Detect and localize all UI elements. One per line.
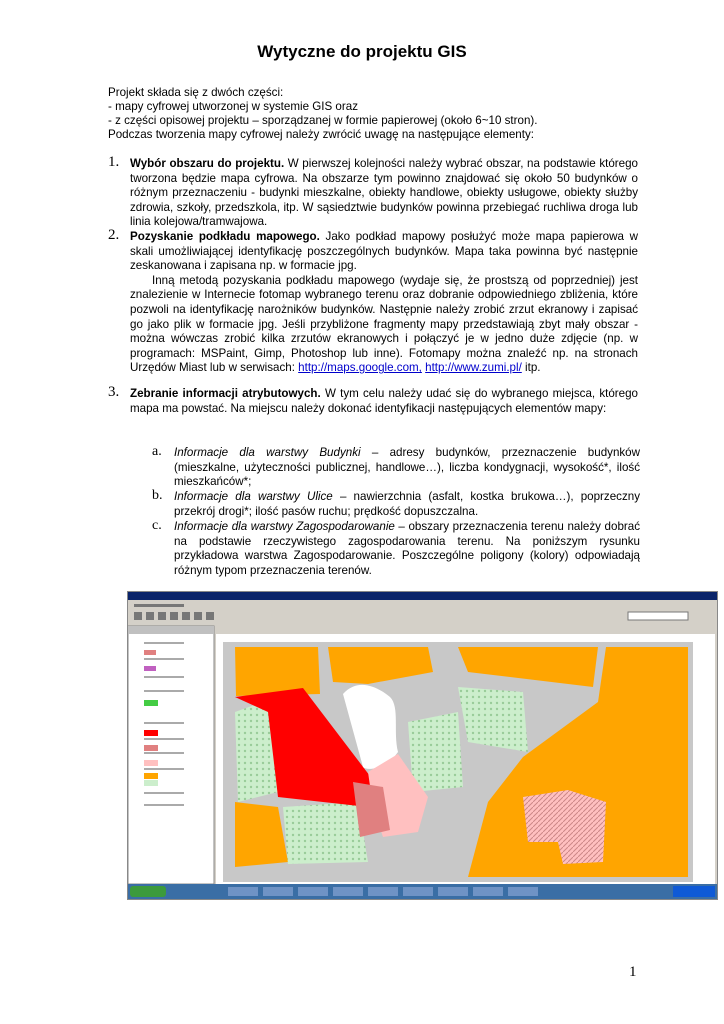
link-zumi[interactable]: http://www.zumi.pl/ bbox=[425, 361, 522, 375]
window-title-bar bbox=[128, 592, 717, 600]
sub-letter: a. bbox=[152, 444, 162, 459]
item-text: Jako podkład mapowy posłużyć może mapa papierowa w skali umożliwiającej identyfikację poszczególnych budynków. Mapa taka powinna być następnie zeskanowana i zapisana np. w formacie jpg. bbox=[130, 230, 638, 273]
layer-panel bbox=[128, 626, 214, 884]
intro-paragraph bbox=[108, 86, 648, 142]
item-heading: Pozyskanie podkładu mapowego. bbox=[130, 230, 320, 243]
intro-line: - z części opisowej projektu – sporządzanej w formie papierowej (około 6~10 stron). bbox=[108, 114, 538, 127]
item-text: W pierwszej kolejności należy wybrać obszar, na podstawie którego tworzona będzie mapa cyfrowa. Na obszarze tym powinno znajdować się około 50 budynków o różnym przeznaczeniu - budynki mieszkalne, obiekty handlowe, obiekty usługowe, obiekty służby zdrowia, szkoły, przedszkola, itp. W sąsiedztwie budynków powinna przebiegać ruchliwa droga lub linia kolejowa/tramwajowa. bbox=[130, 157, 638, 229]
list-number: 3. bbox=[108, 384, 120, 400]
intro-line: - mapy cyfrowej utworzonej w systemie GIS oraz bbox=[108, 100, 358, 113]
sub-item-a: a. Informacje dla warstwy Budynki – adresy budynków, przeznaczenie budynków (mieszkalne, użyteczności publicznej, handlowe…), liczba kondygnacji, wysokość*, ilość mieszkańców*; bbox=[152, 444, 641, 489]
start-button bbox=[130, 886, 166, 897]
gis-map-figure bbox=[128, 592, 717, 899]
sub-letter: c. bbox=[152, 518, 162, 533]
page-number: 1 bbox=[629, 964, 637, 980]
item-heading: Wybór obszaru do projektu. bbox=[130, 157, 285, 170]
intro-line: Podczas tworzenia mapy cyfrowej należy zwrócić uwagę na następujące elementy: bbox=[108, 128, 534, 141]
item-heading: Zebranie informacji atrybutowych. bbox=[130, 387, 321, 400]
document-title: Wytyczne do projektu GIS bbox=[257, 42, 467, 61]
list-item-1 bbox=[108, 154, 638, 230]
list-number: 2. bbox=[108, 227, 120, 243]
item-paragraph: Inną metodą pozyskania podkładu mapowego (wydaje się, że prostszą od poprzedniej) jest znalezienie w Internecie fotomap wybranego terenu oraz dobranie odpowiedniego zbliżenia, które pozwoli na identyfikację narożników budynków. Następnie należy zrobić zrzut ekranowy i zapisać go jako plik w formacie jpg. Jeśli przybliżone fragmenty mapy przedstawiają zbyt mały obszar - można wówczas zrobić kilka zrzutów ekranowych i połączyć je w jedno duże zdjęcie (np. w programach: MSPaint, Gimp, Photoshop lub inne). Fotomapy można znaleźć np. na stronach Urzędów Miast lub w serwisach: http://maps.google.com, http://www.zumi.pl/ itp. bbox=[130, 273, 638, 375]
sub-letter: b. bbox=[152, 488, 163, 503]
sub-item-b: b. Informacje dla warstwy Ulice – nawierzchnia (asfalt, kostka brukowa…), poprzeczny przekrój drogi*; ilość pasów ruchu; prędkość dopuszczalna. bbox=[152, 488, 641, 518]
link-google-maps[interactable]: http://maps.google.com, bbox=[298, 361, 422, 375]
sub-item-c: c. Informacje dla warstwy Zagospodarowanie – obszary przeznaczenia terenu należy dobrać na podstawie rzeczywistego zagospodarowania terenu. Na poniższym rysunku przykładowa warstwa Zagospodarowanie. Poszczególne poligony (kolory) odpowiadają różnym typom przeznaczenia terenów. bbox=[152, 518, 640, 577]
list-number: 1. bbox=[108, 154, 120, 170]
list-item-3 bbox=[108, 384, 638, 416]
list-item-2 bbox=[108, 227, 638, 376]
intro-line: Projekt składa się z dwóch części: bbox=[108, 86, 284, 99]
gis-screenshot bbox=[127, 591, 718, 900]
item-text: W tym celu należy udać się do wybranego miejsca, którego mapa ma powstać. Na miejscu należy dokonać identyfikacji następujących elementów mapy: bbox=[130, 387, 638, 415]
